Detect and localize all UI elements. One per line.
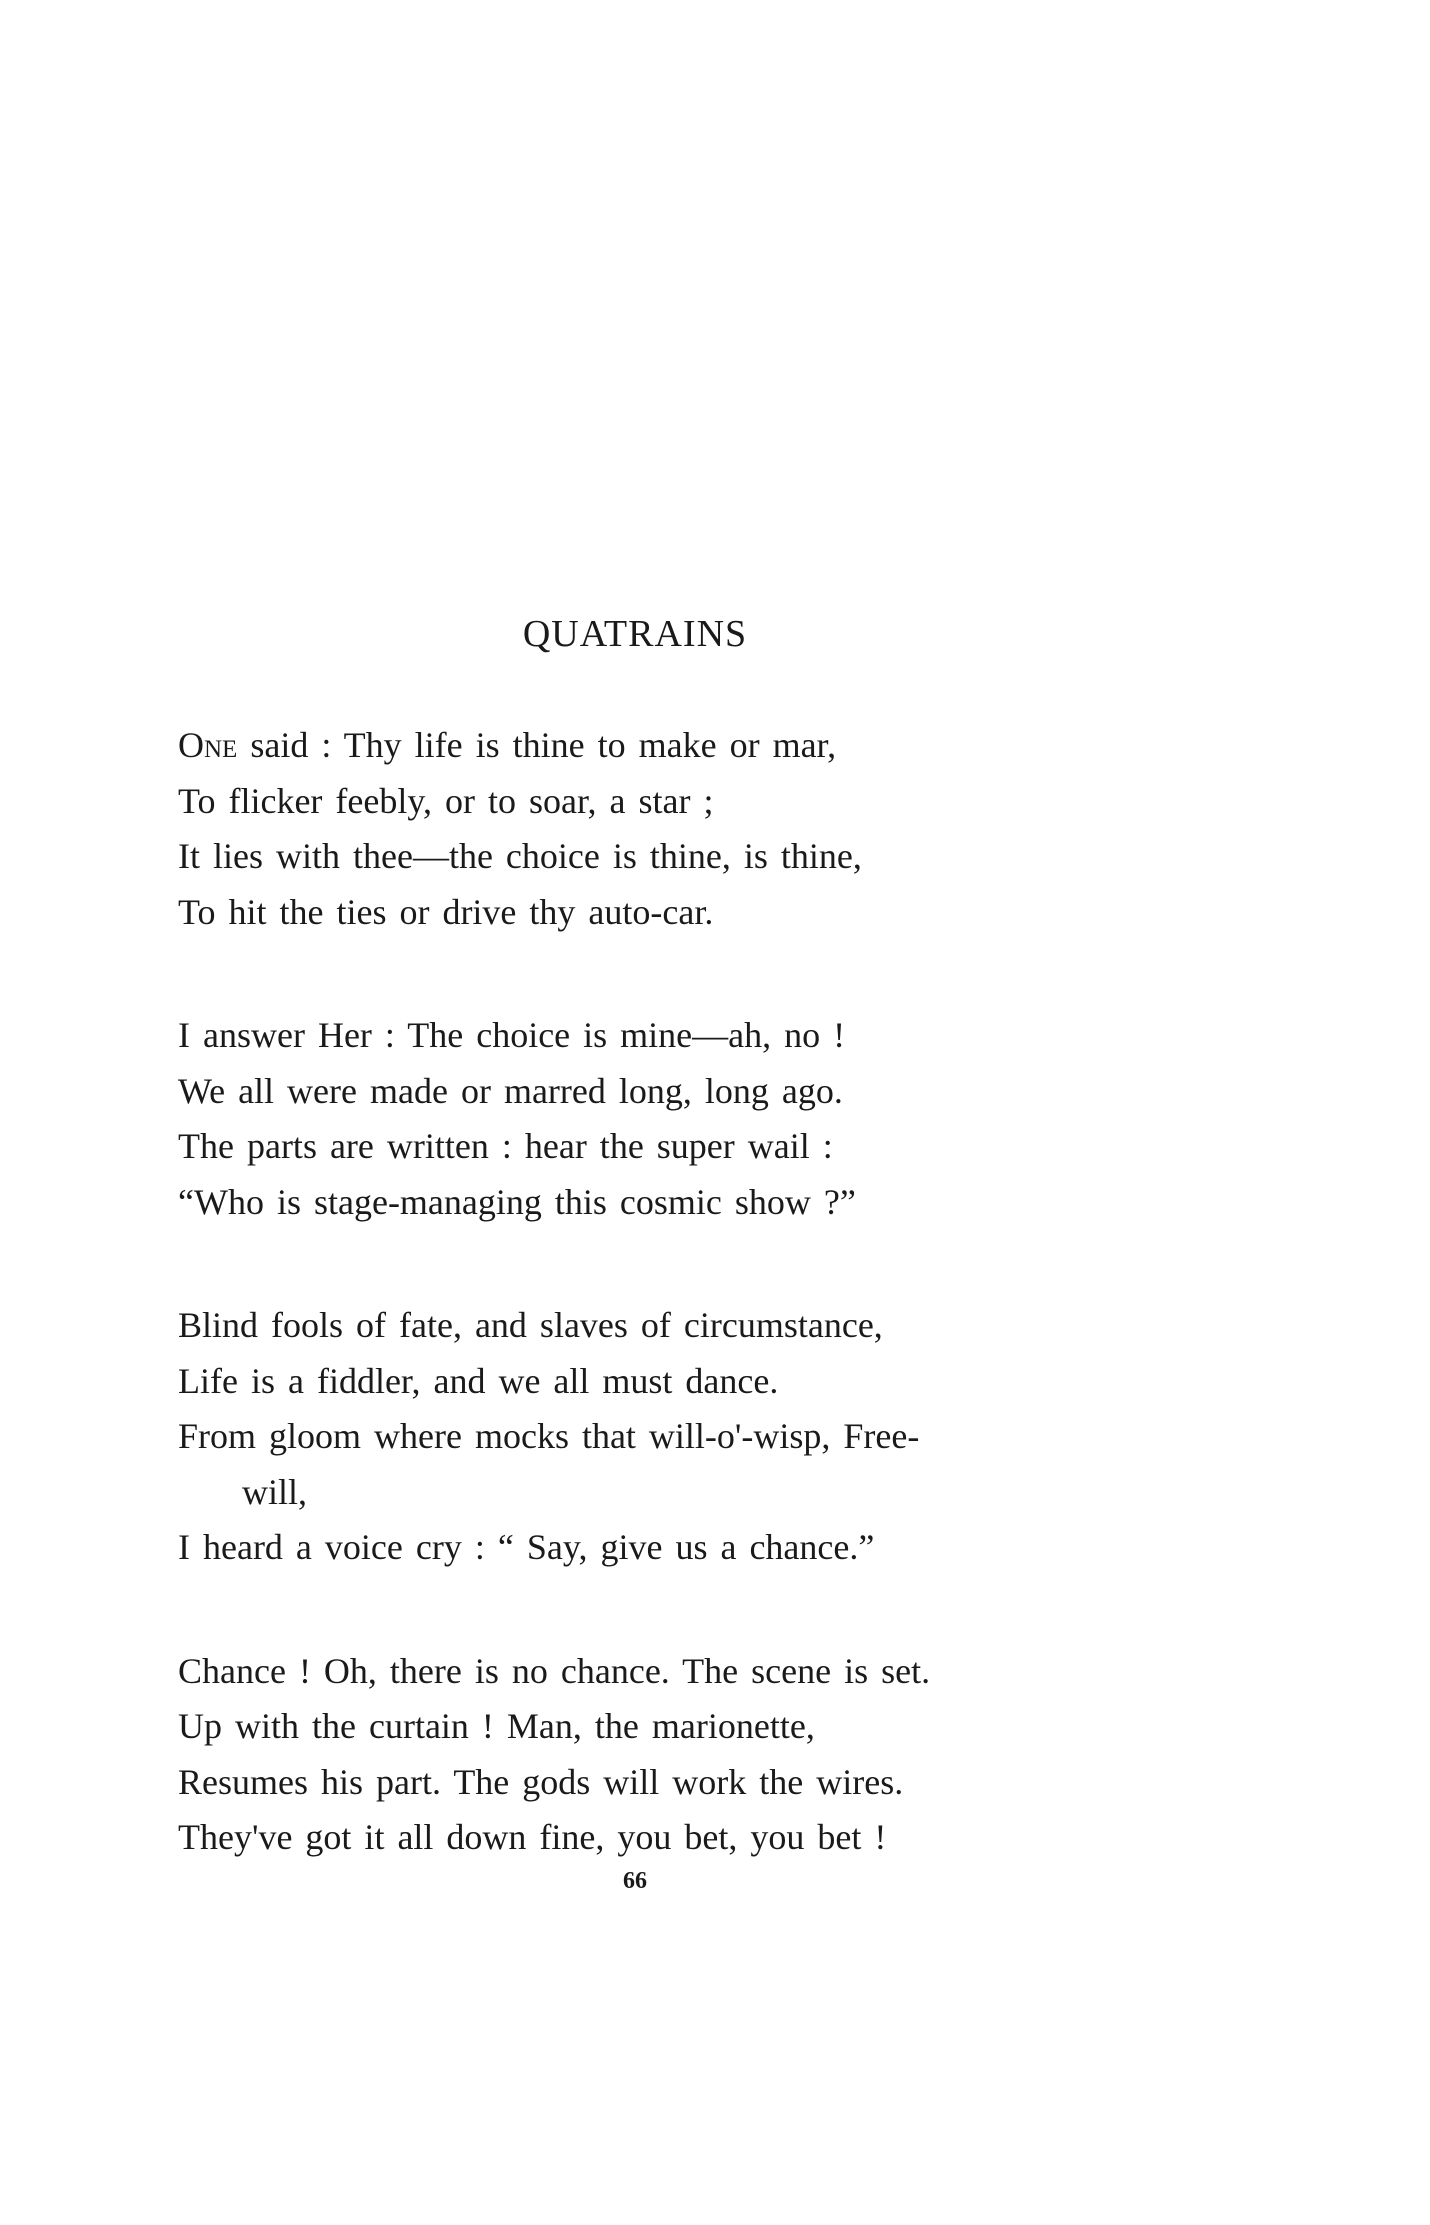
poem-line: Chance ! Oh, there is no chance. The scene is set.	[178, 1650, 931, 1691]
poem-line: Blind fools of fate, and slaves of circumstance,	[178, 1305, 883, 1345]
stanza-1	[178, 718, 1178, 940]
poem-line: We all were made or marred long, long ago.	[178, 1070, 843, 1111]
small-caps-opening: One	[178, 725, 238, 765]
poem-line: “Who is stage-managing this cosmic show ?”	[178, 1181, 856, 1222]
poem-line	[178, 718, 1178, 774]
poem-line: Up with the curtain ! Man, the marionette,	[178, 1706, 815, 1746]
poem-line: I answer Her : The choice is mine—ah, no !	[178, 1015, 846, 1055]
poem-line: From gloom where mocks that will-o'-wisp, Free-	[178, 1416, 920, 1456]
poem-line: To hit the ties or drive thy auto-car.	[178, 891, 714, 932]
poem-line: I heard a voice cry : “ Say, give us a chance.”	[178, 1527, 875, 1567]
poem-line: It lies with thee—the choice is thine, is thine,	[178, 836, 862, 876]
poem	[178, 718, 1178, 1866]
stanza-3	[178, 1298, 1178, 1576]
poem-line: To flicker feebly, or to soar, a star ;	[178, 780, 714, 821]
page-number: 66	[623, 1868, 647, 1894]
page-title: QUATRAINS	[522, 613, 748, 655]
line-text: said : Thy life is thine to make or mar,	[237, 725, 837, 765]
poem-line: Life is a fiddler, and we all must dance.	[178, 1360, 779, 1401]
poem-line: They've got it all down fine, you bet, you bet !	[178, 1817, 887, 1857]
stanza-4	[178, 1644, 1178, 1866]
stanza-2	[178, 1008, 1178, 1230]
poem-line-continuation: will,	[242, 1471, 308, 1512]
poem-line: The parts are written : hear the super wail :	[178, 1126, 833, 1166]
poem-line: Resumes his part. The gods will work the wires.	[178, 1761, 904, 1802]
